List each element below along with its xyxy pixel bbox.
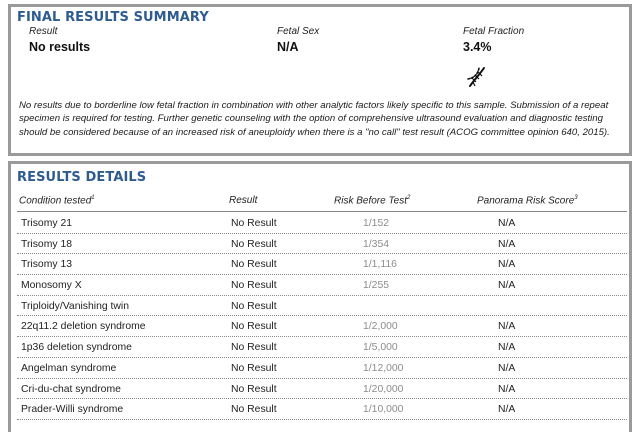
risk-cell: 1/152 (363, 218, 390, 229)
condition-cell: Cri-du-chat syndrome (21, 383, 121, 395)
result-cell: No Result (231, 300, 277, 312)
fetal-sex-column (277, 26, 319, 54)
table-row (17, 399, 627, 420)
table-row (17, 275, 627, 296)
risk-cell: 1/10,000 (363, 404, 404, 416)
results-table-body (17, 213, 627, 420)
result-cell: No Result (231, 259, 277, 271)
header-panorama-risk-score: Panorama Risk Score$^3$ (477, 195, 578, 207)
score-cell: N/A (498, 321, 516, 333)
condition-cell: 22q11.2 deletion syndrome (21, 321, 146, 333)
result-cell: No Result (231, 404, 277, 416)
risk-cell: 1/12,000 (363, 362, 404, 374)
condition-cell: Triploidy/Vanishing twin (21, 300, 129, 312)
table-row (17, 316, 627, 337)
header-condition: Condition tested$^1$ (19, 195, 95, 207)
score-cell: N/A (498, 404, 516, 416)
result-cell: No Result (231, 383, 277, 395)
condition-cell: Trisomy 13 (21, 259, 72, 271)
table-row (17, 337, 627, 358)
score-cell: N/A (498, 238, 516, 250)
risk-cell: 1/255 (363, 280, 390, 292)
result-cell: No Result (231, 218, 277, 229)
score-cell: N/A (498, 259, 516, 271)
summary-title: FINAL RESULTS SUMMARY (17, 10, 209, 25)
header-result: Result (229, 195, 258, 206)
fetal-sex-value: N/A (277, 40, 299, 54)
details-title: RESULTS DETAILS (17, 170, 147, 185)
header-divider (17, 211, 627, 212)
table-row (17, 296, 627, 317)
result-cell: No Result (231, 238, 277, 250)
result-column (29, 26, 90, 54)
fetal-fraction-column (463, 26, 524, 54)
condition-cell: Trisomy 18 (21, 238, 72, 250)
dna-icon (465, 65, 489, 89)
table-row (17, 234, 627, 255)
fetal-fraction-label: Fetal Fraction (463, 26, 525, 37)
result-value: No results (29, 40, 91, 54)
risk-cell: 1/20,000 (363, 383, 404, 395)
table-row (17, 379, 627, 400)
table-row (17, 254, 627, 275)
risk-cell: 1/1,116 (363, 259, 397, 271)
score-cell: N/A (498, 280, 516, 292)
condition-cell: Prader-Willi syndrome (21, 404, 124, 416)
no-call-note: No results due to borderline low fetal fraction in combination with other analytic factors likely specific to this sample. Submission of a repeat specimen is required for testing. Further genetic counseling with the option of comprehensive ultrasound evaluation and diagnostic testing should be considered because of an increased risk of aneuploidy when there is a "no call" test result (ACOG committee opinion 640, 2015). (19, 100, 610, 138)
fetal-sex-label: Fetal Sex (277, 26, 320, 37)
result-cell: No Result (231, 321, 277, 333)
condition-cell: Trisomy 21 (21, 218, 72, 229)
score-cell: N/A (498, 218, 516, 229)
score-cell: N/A (498, 362, 516, 374)
table-row (17, 213, 627, 234)
risk-cell: 1/2,000 (363, 321, 398, 333)
fetal-fraction-value: 3.4% (463, 40, 492, 54)
result-cell: No Result (231, 342, 277, 354)
results-details-panel (8, 161, 632, 432)
result-cell: No Result (231, 362, 277, 374)
condition-cell: Monosomy X (21, 280, 82, 292)
condition-cell: Angelman syndrome (21, 362, 117, 374)
table-row (17, 358, 627, 379)
result-label: Result (29, 26, 58, 37)
header-risk-before-test: Risk Before Test$^2$ (334, 195, 411, 207)
score-cell: N/A (498, 383, 516, 395)
risk-cell: 1/354 (363, 238, 390, 250)
risk-cell: 1/5,000 (363, 342, 398, 354)
score-cell: N/A (498, 342, 516, 354)
final-results-summary-panel (8, 4, 632, 156)
result-cell: No Result (231, 280, 277, 292)
condition-cell: 1p36 deletion syndrome (21, 342, 132, 354)
